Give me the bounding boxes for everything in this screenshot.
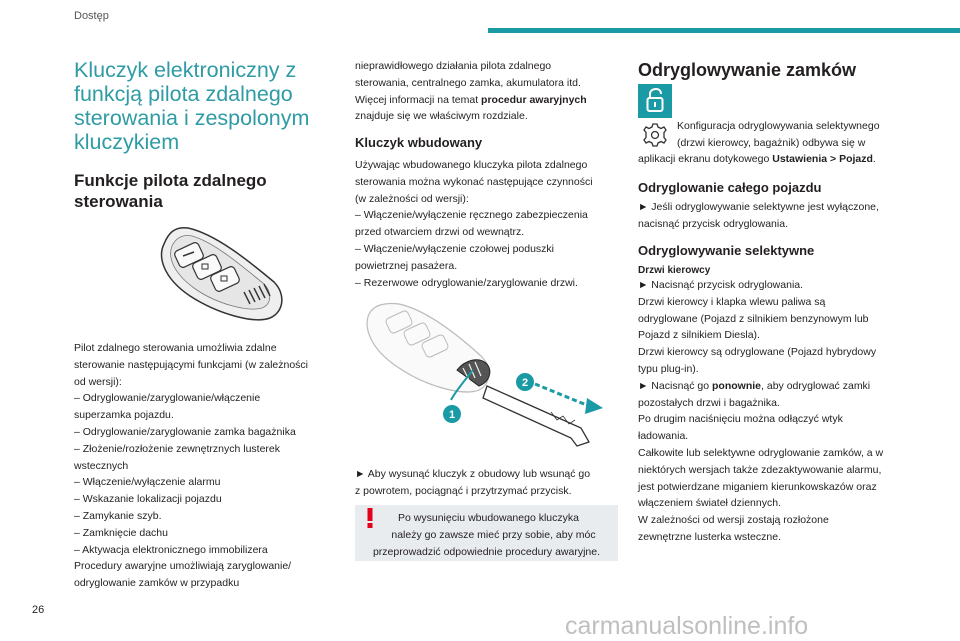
text-line: odryglowane (Pojazd z silnikiem benzynowym lub <box>638 312 869 325</box>
text-line: Pojazd z silnikiem Diesla). <box>638 329 760 342</box>
text-line: Drzwi kierowcy są odryglowane (Pojazd hybrydowy <box>638 346 877 359</box>
remote-key-fob-illustration <box>150 222 290 328</box>
selective-unlock-text <box>638 277 883 546</box>
section-heading-line: sterowania <box>74 192 163 211</box>
text-line: nacisnąć przycisk odryglowania. <box>638 217 788 230</box>
text-line: sterowanie następującymi funkcjami (w zależności <box>74 358 309 371</box>
text-line: przeprowadzić odpowiednie procedury awaryjne. <box>372 545 601 558</box>
subheading-selective-unlock: Odryglowywanie selektywne <box>638 243 815 258</box>
text-line: ► Jeśli odryglowywanie selektywne jest wyłączone, <box>638 201 879 213</box>
text-line: z powrotem, pociągnąć i przytrzymać przycisk. <box>355 484 572 497</box>
config-text-line3 <box>638 151 876 168</box>
text-line: Całkowite lub selektywne odryglowanie zamków, a w <box>638 446 884 459</box>
text-span: Więcej informacji na temat <box>355 93 482 106</box>
text-span: aplikacji ekranu dotykowego <box>638 153 773 165</box>
list-item: – Odryglowanie/zaryglowanie zamka bagażnika <box>74 425 296 438</box>
text-line: sterowania można wykonać następujące czynności <box>355 175 593 188</box>
driver-door-label: Drzwi kierowcy <box>638 265 711 276</box>
header-accent-bar <box>488 28 960 33</box>
callout-1: 1 <box>448 409 456 421</box>
list-item: – Rezerwowe odryglowanie/zaryglowanie drzwi. <box>355 276 578 289</box>
text-line: wstecznych <box>74 459 129 472</box>
text-line: od wersji): <box>74 375 122 388</box>
full-unlock-text <box>638 199 879 233</box>
section-heading-remote-functions <box>74 170 267 212</box>
text-line: przed otwarciem drzwi od wewnątrz. <box>355 226 525 239</box>
text-line: niektórych wersjach także zdezaktywowanie alarmu, <box>638 463 882 476</box>
emergency-procedures-link: procedur awaryjnych <box>481 93 587 106</box>
callout-2: 2 <box>521 377 529 389</box>
text-line: sterowania, centralnego zamka, akumulatora itd. <box>355 76 581 89</box>
list-item: – Wskazanie lokalizacji pojazdu <box>74 493 222 506</box>
list-item: – Włączenie/wyłączenie alarmu <box>74 476 221 489</box>
list-item: – Włączenie/wyłączenie czołowej poduszki <box>355 242 555 255</box>
remote-functions-text <box>74 340 308 592</box>
page-number: 26 <box>32 604 45 616</box>
page-title-line: funkcją pilota zdalnego <box>74 82 293 106</box>
emergency-procedures-text <box>355 58 587 125</box>
text-line: odryglowanie zamków w przypadku <box>74 577 240 590</box>
text-line: jest potwierdzane miganiem kierunkowskazów oraz <box>638 480 877 493</box>
config-text <box>677 118 880 152</box>
text-line: ładowania. <box>638 430 689 443</box>
gear-icon <box>640 120 670 150</box>
text-line: włączeniem świateł dziennych. <box>638 497 781 510</box>
text-span: , aby odryglować zamki <box>761 379 871 392</box>
section-heading-unlocking: Odryglowywanie zamków <box>638 60 857 80</box>
text-line: Używając wbudowanego kluczyka pilota zdalnego <box>355 159 588 171</box>
page-title-line: Kluczyk elektroniczny z <box>74 58 297 82</box>
section-heading-integrated-key: Kluczyk wbudowany <box>355 135 483 150</box>
text-line: zewnętrzne lusterka wsteczne. <box>638 530 781 543</box>
list-item: – Aktywacja elektronicznego immobilizera <box>74 543 268 556</box>
text-line: ► Aby wysunąć kluczyk z obudowy lub wsunąć go <box>355 468 591 480</box>
page-title-line: sterowania i zespolonym <box>74 106 310 130</box>
text-line <box>355 92 587 109</box>
text-line: typu plug-in). <box>638 362 699 375</box>
page-title-line: kluczykiem <box>74 130 180 154</box>
text-line: Konfiguracja odryglowywania selektywnego <box>677 120 880 132</box>
list-item: – Odryglowanie/zaryglowanie/włączenie <box>74 392 261 405</box>
text-line: nieprawidłowego działania pilota zdalnego <box>355 60 552 72</box>
text-line: Pilot zdalnego sterowania umożliwia zdalne <box>74 342 277 354</box>
page-title <box>74 58 324 154</box>
text-line: ► Nacisnąć przycisk odryglowania. <box>638 279 804 291</box>
text-line: znajduje się we właściwym rozdziale. <box>355 110 528 123</box>
text-line: pozostałych drzwi i bagażnika. <box>638 396 780 409</box>
text-line: Drzwi kierowcy i klapka wlewu paliwa są <box>638 295 826 308</box>
list-item: – Włączenie/wyłączenie ręcznego zabezpieczenia <box>355 209 588 222</box>
header-section-label: Dostęp <box>74 10 109 22</box>
subheading-full-unlock: Odryglowanie całego pojazdu <box>638 180 822 195</box>
text-line <box>638 378 883 395</box>
list-item: – Zamknięcie dachu <box>74 526 168 539</box>
text-line: (w zależności od wersji): <box>355 192 469 205</box>
section-heading-line: Funkcje pilota zdalnego <box>74 171 267 190</box>
integrated-key-text <box>355 157 593 291</box>
list-item: – Zamykanie szyb. <box>74 509 162 522</box>
text-line: (drzwi kierowcy, bagażnik) odbywa się w <box>677 136 866 149</box>
text-line: powietrznej pasażera. <box>355 259 458 272</box>
unlocked-padlock-icon <box>638 84 672 118</box>
emphasis-again: ponownie <box>712 379 762 392</box>
extract-key-step <box>355 466 590 500</box>
text-line: Po wysunięciu wbudowanego kluczyka <box>398 512 579 524</box>
text-line: Po drugim naciśnięciu można odłączyć wtyk <box>638 413 843 426</box>
settings-vehicle-path: Ustawienia > Pojazd <box>772 153 873 165</box>
warning-note-text <box>355 510 618 560</box>
text-line: Procedury awaryjne umożliwiają zaryglowanie/ <box>74 560 292 573</box>
watermark: carmanualsonline.info <box>565 612 809 640</box>
text-span: . <box>872 153 876 165</box>
integrated-key-illustration <box>355 300 615 460</box>
list-item: – Złożenie/rozłożenie zewnętrznych lusterek <box>74 442 281 455</box>
text-line: W zależności od wersji zostają rozłożone <box>638 514 829 527</box>
text-line: należy go zawsze mieć przy sobie, aby móc <box>391 528 596 541</box>
text-line: superzamka pojazdu. <box>74 409 174 422</box>
text-span: ► Nacisnąć go <box>638 379 713 392</box>
